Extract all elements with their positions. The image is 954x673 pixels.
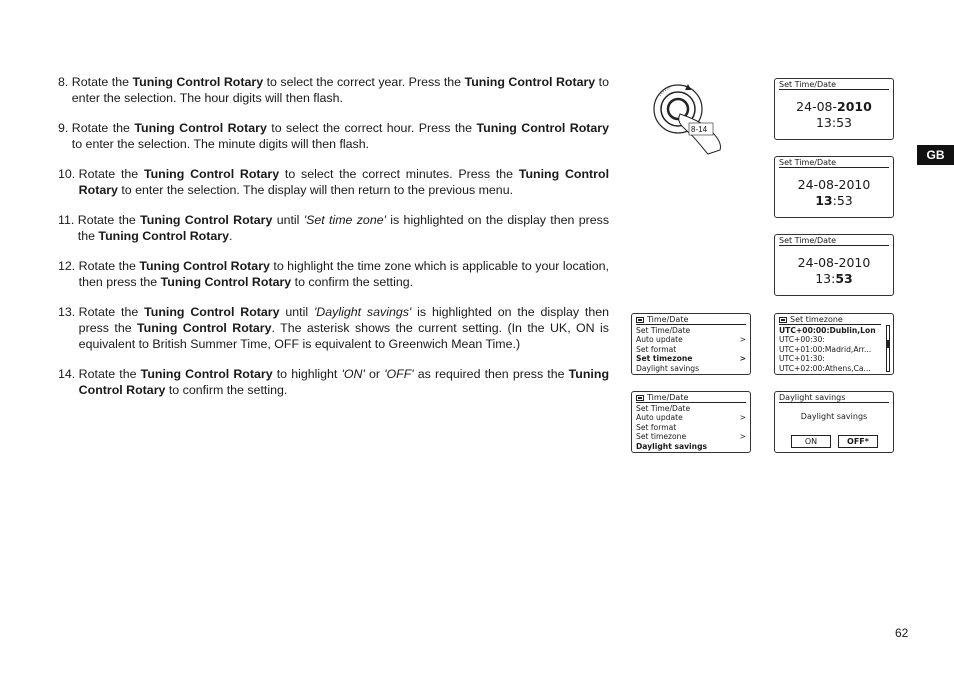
step-number: 9. bbox=[58, 121, 72, 135]
menu-row-highlighted bbox=[636, 354, 746, 363]
step-text-part: . The asterisk shows the current setting. (In the UK, ON is equivalent to British Summer Time, OFF is equivalent to Greenwich Mean Time.) bbox=[78, 321, 609, 351]
chevron-right-icon: > bbox=[739, 432, 746, 442]
instruction-steps bbox=[58, 74, 609, 412]
timezone-list bbox=[779, 326, 883, 373]
chevron-right-icon: > bbox=[739, 335, 746, 345]
step-text-part: to select the correct hour. Press the bbox=[266, 121, 477, 135]
step-text-part: to highlight the time zone which is applicable to your location, then press the bbox=[78, 259, 610, 289]
menu-option-name: 'OFF' bbox=[384, 367, 414, 381]
menu-row bbox=[779, 345, 883, 354]
chevron-right-icon: > bbox=[739, 354, 746, 364]
control-name: Tuning Control Rotary bbox=[140, 367, 273, 381]
step-number: 10. bbox=[58, 167, 79, 181]
step-text bbox=[79, 258, 609, 290]
menu-icon bbox=[636, 317, 644, 323]
option-off-selected: OFF* bbox=[838, 435, 878, 448]
step-text-part: Rotate the bbox=[78, 367, 141, 381]
instruction-step bbox=[58, 120, 609, 152]
control-name: Tuning Control Rotary bbox=[134, 121, 267, 135]
menu-row-label: Set timezone bbox=[636, 354, 693, 364]
step-text-part: or bbox=[364, 367, 385, 381]
control-name: Tuning Control Rotary bbox=[137, 321, 272, 335]
display-set-year bbox=[774, 78, 894, 140]
menu-row-highlighted bbox=[779, 326, 883, 335]
display-body: Daylight savings bbox=[800, 412, 868, 421]
control-name: Tuning Control Rotary bbox=[144, 305, 280, 319]
chevron-right-icon: > bbox=[739, 413, 746, 423]
display-title: Set Time/Date bbox=[779, 158, 889, 168]
menu-row bbox=[779, 364, 883, 373]
menu-row bbox=[636, 413, 746, 422]
step-text-part: to enter the selection. The display will then return to the previous menu. bbox=[117, 183, 514, 197]
control-name: Tuning Control Rotary bbox=[140, 213, 273, 227]
instruction-step bbox=[58, 166, 609, 198]
display-title: Time/Date bbox=[636, 315, 746, 325]
menu-row-label: Set format bbox=[636, 422, 677, 432]
step-number: 8. bbox=[58, 75, 72, 89]
control-name: Tuning Control Rotary bbox=[464, 75, 596, 89]
step-text-part: as required then press the bbox=[413, 367, 569, 381]
step-text bbox=[78, 212, 609, 244]
instruction-step bbox=[58, 366, 609, 398]
step-number: 12. bbox=[58, 259, 79, 273]
control-name: Tuning Control Rotary bbox=[143, 167, 280, 181]
step-number: 11. bbox=[58, 213, 78, 227]
step-text-part: to confirm the setting. bbox=[165, 383, 288, 397]
step-text bbox=[79, 304, 609, 352]
menu-row-label: Set format bbox=[636, 344, 677, 354]
display-set-minutes bbox=[774, 234, 894, 296]
knob-arrow-icon bbox=[685, 84, 691, 90]
step-text-part: . bbox=[228, 229, 233, 243]
menu-option-name: 'ON' bbox=[341, 367, 365, 381]
step-number: 13. bbox=[58, 305, 79, 319]
menu-row bbox=[636, 364, 746, 373]
step-text bbox=[72, 74, 609, 106]
menu-row bbox=[636, 326, 746, 335]
menu-row-label: UTC+01:00:Madrid,Arr... bbox=[779, 344, 872, 354]
option-on: ON bbox=[791, 435, 831, 448]
display-time-date-menu-daylight bbox=[631, 391, 751, 453]
instruction-step bbox=[58, 304, 609, 352]
step-text bbox=[79, 166, 609, 198]
display-title: Set Time/Date bbox=[779, 80, 889, 90]
control-name: Tuning Control Rotary bbox=[98, 229, 229, 243]
display-set-timezone bbox=[774, 313, 894, 375]
display-time: 13:53 bbox=[815, 115, 853, 130]
menu-row bbox=[636, 345, 746, 354]
step-text-part: Rotate the bbox=[78, 259, 140, 273]
page-number: 62 bbox=[895, 626, 909, 640]
display-title: Daylight savings bbox=[779, 393, 889, 403]
language-tab: GB bbox=[917, 145, 954, 165]
display-date: 24-08-2010 bbox=[797, 255, 871, 270]
step-text-part: to highlight bbox=[272, 367, 342, 381]
knob-step-label: 8-14 bbox=[691, 125, 708, 134]
step-text-part: Rotate the bbox=[71, 75, 133, 89]
display-date: 24-08-2010 bbox=[797, 177, 871, 192]
menu-list bbox=[636, 326, 746, 373]
menu-option-name: 'Set time zone' bbox=[303, 213, 386, 227]
menu-row bbox=[636, 432, 746, 441]
control-name: Tuning Control Rotary bbox=[476, 121, 610, 135]
step-text-part: Rotate the bbox=[77, 213, 141, 227]
step-text-part: is highlighted on the display then press the bbox=[78, 305, 610, 335]
step-text-part: Rotate the bbox=[78, 305, 145, 319]
display-time-date-menu-timezone bbox=[631, 313, 751, 375]
menu-option-name: 'Daylight savings' bbox=[313, 305, 412, 319]
display-time: 13:53 bbox=[815, 193, 853, 208]
control-name: Tuning Control Rotary bbox=[139, 259, 270, 273]
menu-row-label: UTC+00:00:Dublin,Lon bbox=[779, 326, 876, 335]
step-text bbox=[79, 366, 609, 398]
display-set-hour bbox=[774, 156, 894, 218]
step-text-part: to enter the selection. The minute digits will then flash. bbox=[71, 137, 370, 151]
menu-row-label: Auto update bbox=[636, 335, 683, 345]
menu-row-label: UTC+00:30: bbox=[779, 335, 825, 345]
instruction-step bbox=[58, 258, 609, 290]
step-number: 14. bbox=[58, 367, 79, 381]
menu-row-label: Daylight savings bbox=[636, 363, 700, 373]
menu-row bbox=[636, 335, 746, 344]
menu-icon bbox=[779, 317, 787, 323]
menu-row bbox=[636, 404, 746, 413]
display-daylight-savings bbox=[774, 391, 894, 453]
control-name: Tuning Control Rotary bbox=[78, 367, 610, 397]
menu-row bbox=[779, 335, 883, 344]
step-text-part: Rotate the bbox=[71, 121, 135, 135]
step-text-part: until bbox=[272, 213, 304, 227]
control-name: Tuning Control Rotary bbox=[160, 275, 292, 289]
step-text-part: to select the correct year. Press the bbox=[263, 75, 465, 89]
timezone-scrollbar bbox=[886, 325, 890, 372]
display-time: 13:53 bbox=[815, 271, 853, 286]
menu-list bbox=[636, 404, 746, 451]
step-text-part: to confirm the setting. bbox=[291, 275, 414, 289]
menu-row-label: Auto update bbox=[636, 413, 683, 423]
display-title: Set timezone bbox=[779, 315, 881, 325]
step-text-part: to enter the selection. The hour digits will then flash. bbox=[71, 75, 610, 105]
step-text-part: is highlighted on the display then press the bbox=[77, 213, 610, 243]
menu-row-highlighted bbox=[636, 442, 746, 451]
tuning-knob-illustration bbox=[650, 78, 735, 156]
menu-icon bbox=[636, 395, 644, 401]
control-name: Tuning Control Rotary bbox=[78, 167, 610, 197]
menu-row bbox=[779, 354, 883, 363]
menu-row-label: Daylight savings bbox=[636, 441, 708, 451]
instruction-step bbox=[58, 212, 609, 244]
instruction-step bbox=[58, 74, 609, 106]
display-title: Set Time/Date bbox=[779, 236, 889, 246]
step-text-part: Rotate the bbox=[78, 167, 144, 181]
menu-row bbox=[636, 423, 746, 432]
menu-row-label: UTC+01:30: bbox=[779, 354, 825, 364]
step-text bbox=[72, 120, 609, 152]
menu-row-label: Set Time/Date bbox=[636, 404, 691, 413]
control-name: Tuning Control Rotary bbox=[132, 75, 264, 89]
menu-row-label: Set timezone bbox=[636, 432, 687, 442]
menu-row-label: Set Time/Date bbox=[636, 326, 691, 335]
menu-row-label: UTC+02:00:Athens,Ca... bbox=[779, 363, 871, 373]
display-date: 24-08-2010 bbox=[796, 99, 872, 114]
step-text-part: to select the correct minutes. Press the bbox=[279, 167, 519, 181]
display-title: Time/Date bbox=[636, 393, 746, 403]
step-text-part: until bbox=[279, 305, 314, 319]
scrollbar-thumb bbox=[887, 340, 889, 348]
